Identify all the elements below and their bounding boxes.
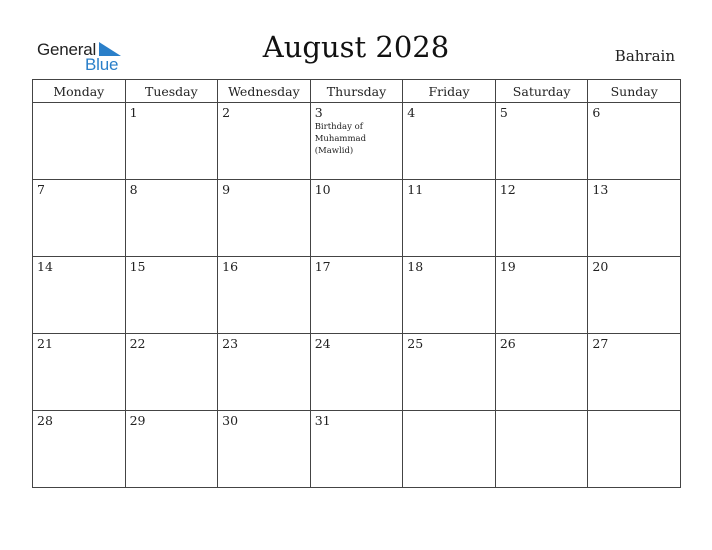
weekday-header: Saturday [495,80,588,103]
day-number: 28 [37,413,53,428]
day-number: 11 [407,182,424,197]
day-cell [33,257,126,334]
day-number: 12 [499,182,516,197]
day-number [403,411,495,414]
day-number: 6 [592,105,601,120]
logo-word-blue: Blue [85,55,119,74]
day-number: 15 [129,259,146,274]
day-number: 17 [314,259,331,274]
day-cell [218,103,311,180]
day-number [496,411,588,414]
day-cell [495,334,588,411]
day-number [588,411,680,414]
day-cell [218,257,311,334]
day-cell [403,180,496,257]
day-number: 8 [129,182,138,197]
day-cell [125,411,218,488]
day-cell [588,257,681,334]
day-cell [403,411,496,488]
weekday-header: Wednesday [218,80,311,103]
weekday-header: Monday [33,80,126,103]
week-row [33,257,681,334]
logo-word-general: General [37,40,97,59]
day-number: 21 [37,336,53,351]
day-number: 7 [37,182,45,197]
day-number: 5 [499,105,508,120]
day-number: 1 [129,105,138,120]
holiday-label: Birthday of Muhammad (Mawlid) [314,122,367,156]
day-number: 31 [314,413,331,428]
day-number: 24 [314,336,331,351]
day-number: 14 [37,259,53,274]
weekday-header: Sunday [588,80,681,103]
day-number: 16 [222,259,239,274]
week-row [33,411,681,488]
day-cell [125,180,218,257]
weekday-header-row [33,80,681,103]
day-cell [588,334,681,411]
day-number: 18 [407,259,424,274]
day-cell [218,334,311,411]
day-number: 3 [314,105,323,120]
day-cell [125,334,218,411]
day-number: 4 [407,105,416,120]
calendar-title: August 2028 [262,30,450,64]
week-row [33,334,681,411]
day-number: 29 [129,413,146,428]
day-number: 20 [592,259,609,274]
country-label: Bahrain [614,47,675,65]
day-cell [33,180,126,257]
day-number: 30 [222,413,239,428]
day-cell [403,257,496,334]
day-number: 22 [129,336,146,351]
day-cell [403,334,496,411]
day-cell [125,103,218,180]
day-cell [33,103,126,180]
day-number: 23 [222,336,239,351]
day-number: 19 [499,259,516,274]
day-cell [495,180,588,257]
day-number: 27 [592,336,609,351]
day-cell [310,257,403,334]
day-cell [495,257,588,334]
calendar-grid [32,79,681,488]
week-row [33,103,681,180]
day-cell [588,180,681,257]
day-cell [403,103,496,180]
day-cell [125,257,218,334]
day-number: 13 [592,182,609,197]
day-cell [310,411,403,488]
day-cell [588,103,681,180]
day-number: 2 [222,105,231,120]
day-number: 10 [314,182,331,197]
day-cell [310,180,403,257]
weekday-header: Tuesday [125,80,218,103]
day-cell [495,411,588,488]
day-number: 25 [407,336,424,351]
day-number [33,103,125,106]
day-number: 9 [222,182,231,197]
week-row [33,180,681,257]
day-cell [218,411,311,488]
day-number: 26 [499,336,516,351]
day-cell [33,334,126,411]
day-cell [33,411,126,488]
day-cell [495,103,588,180]
day-cell [310,103,403,180]
weekday-header: Thursday [310,80,403,103]
weekday-header: Friday [403,80,496,103]
day-cell [588,411,681,488]
day-cell [218,180,311,257]
day-cell [310,334,403,411]
